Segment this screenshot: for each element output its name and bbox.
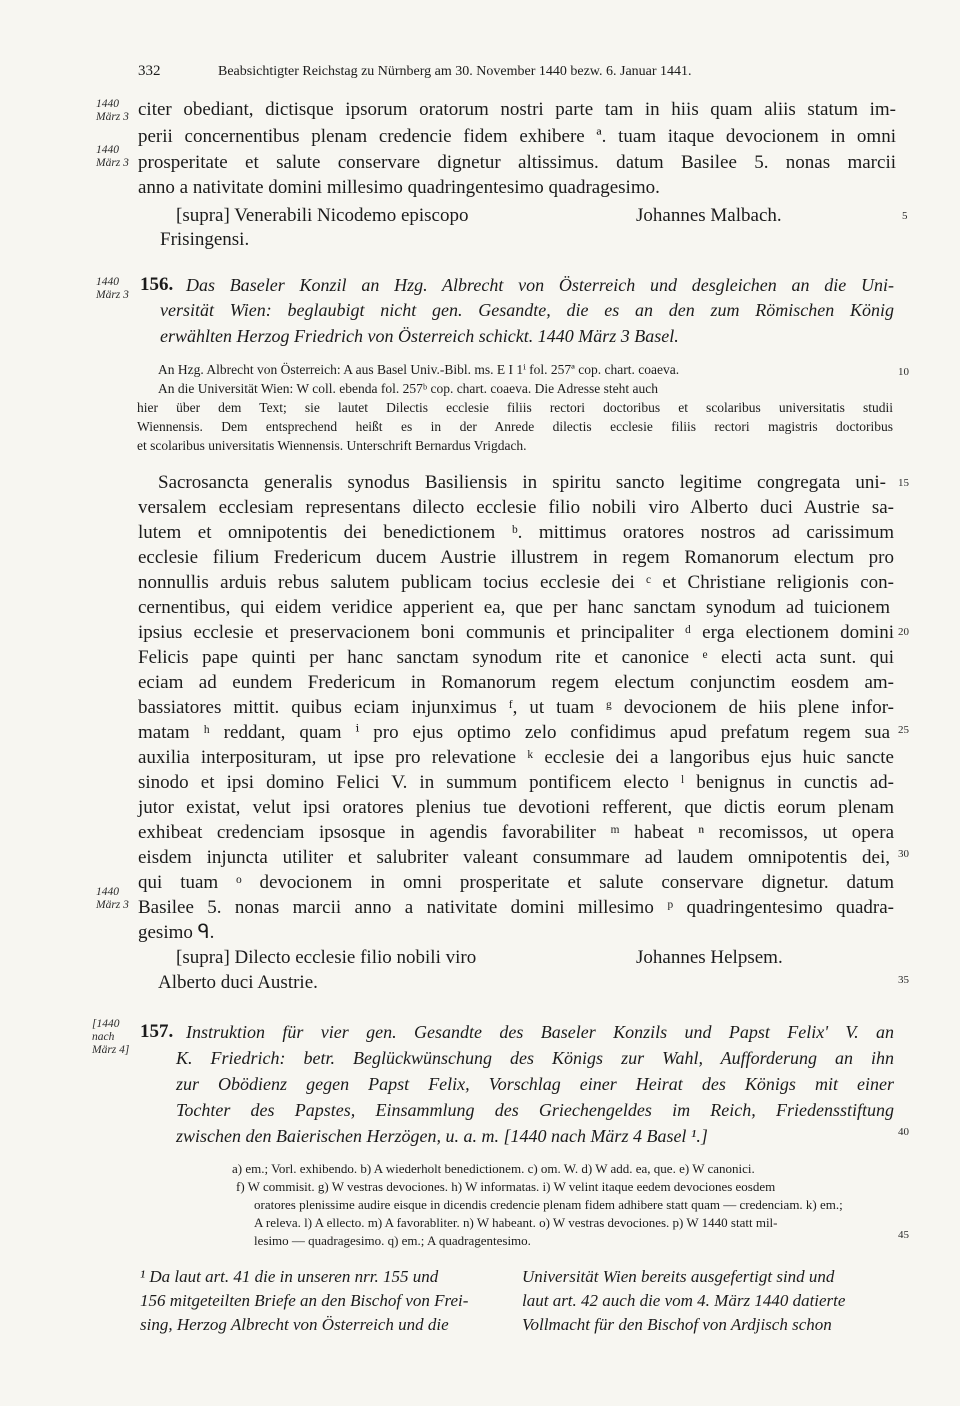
line-number: 40 xyxy=(898,1126,909,1138)
doc-title-line: zwischen den Baierischen Herzögen, u. a. m. [1440 nach März 4 Basel ¹.] xyxy=(176,1126,708,1146)
text-line: perii concernentibus plenam credencie fidem exhibere ª. tuam itaque devocionem in omni xyxy=(138,126,896,147)
body-line: Basilee 5. nonas marcii anno a nativitate domini millesimo ᵖ quadringentesimo quadra- xyxy=(138,897,894,918)
margin-note: nach xyxy=(92,1031,115,1043)
doc-title-line: versität Wien: beglaubigt nicht gen. Gesandte, die es an den zum Römischen König xyxy=(160,300,894,320)
signature: Johannes Malbach. xyxy=(636,205,782,226)
body-line: versalem ecclesiam representans dilecto ecclesie filio nobili viro Alberto duci Austrie sa- xyxy=(138,497,894,518)
footnote-right-line: Universität Wien bereits ausgefertigt sind und xyxy=(522,1267,835,1286)
body-line: auxilia interposituram, ut ipse pro relevatione ᵏ ecclesie dei a langoribus ejus huic sancte xyxy=(138,747,894,768)
margin-year: 1440 xyxy=(96,98,119,110)
body-line: lutem et omnipotentis dei benedictionem ᵇ. mittimus oratores nostros ad carissimum xyxy=(138,522,894,543)
body-line: eisdem injuncta utiliter et salubriter valeant consummare ad laudem omnipotentis dei, xyxy=(138,847,890,868)
line-number: 25 xyxy=(898,724,909,736)
page-number: 332 xyxy=(138,63,161,79)
source-note: Wiennensis. Dem entsprechend heißt es in der Anrede dilectis ecclesie filiis rectori magistris doctoribus xyxy=(137,419,893,434)
margin-year: 1440 xyxy=(96,276,119,288)
margin-date-2 xyxy=(96,144,129,170)
source-note: An Hzg. Albrecht von Österreich: A aus Basel Univ.-Bibl. ms. E I 1ⁱ fol. 257ª cop. chart. coaeva. xyxy=(158,362,680,377)
body-line: gesimo ᑫ. xyxy=(138,922,215,943)
doc-title-line: Instruktion für vier gen. Gesandte des Baseler Konzils und Papst Felix' V. an xyxy=(186,1022,894,1042)
body-line: nonnullis arduis rebus salutem publicam tocius ecclesie dei ᶜ et Christiane religionis con- xyxy=(138,572,894,593)
body-line: matam ʰ reddant, quam ⁱ pro ejus optimo zelo confidimus apud prefatum regem sua xyxy=(138,722,890,743)
margin-year: 1440 xyxy=(96,886,119,898)
signature: Johannes Helpsem. xyxy=(636,947,783,968)
body-line: cernentibus, qui eidem veridice apperient ea, que per hanc sanctam synodum ad tuicionem xyxy=(138,597,890,618)
body-line: exhibeat credenciam ipsosque in agendis favorabiliter ᵐ habeat ⁿ recomissos, ut opera xyxy=(138,822,894,843)
text-line: citer obediant, dictisque ipsorum oratorum nostri parte tam in hiis quam aliis statum im- xyxy=(138,99,896,120)
footnote-left-line: 156 mitgeteilten Briefe an den Bischof von Frei- xyxy=(140,1291,469,1310)
source-note: hier über dem Text; sie lautet Dilectis ecclesie filiis rectori doctoribus et scolaribus universitatis studii xyxy=(137,400,893,415)
apparatus-line: lesimo — quadragesimo. q) em.; A quadragentesimo. xyxy=(254,1233,531,1248)
body-line: qui tuam ᵒ devocionem in omni prosperitate et salute conservare dignetur. datum xyxy=(138,872,894,893)
body-line: ecclesie filium Fredericum ducem Austrie illustrem in regem Romanorum electum pro xyxy=(138,547,894,568)
footnote-left-line: ¹ Da laut art. 41 die in unseren nrr. 155 und xyxy=(140,1267,439,1286)
line-number: 35 xyxy=(898,974,909,986)
doc-title-line: erwählten Herzog Friedrich von Österreich schickt. 1440 März 3 Basel. xyxy=(160,326,679,346)
line-number: 15 xyxy=(898,477,909,489)
apparatus-line: oratores plenissime audire eisque in dicendis credencie plenam fidem adhibere statt quam — credenciam. k) em.; xyxy=(254,1197,843,1212)
body-line: eciam ad eundem Fredericum in Romanorum regem electum conjunctim eosdem am- xyxy=(138,672,894,693)
footnote-left-line: sing, Herzog Albrecht von Österreich und die xyxy=(140,1315,449,1334)
body-line: Felicis pape quinti per hanc sanctam synodum rite et canonice ᵉ electi acta sunt. qui xyxy=(138,647,894,668)
body-line: ipsius ecclesie et preservacionem boni communis et principaliter ᵈ erga electionem domini xyxy=(138,622,894,643)
doc-title-line: Das Baseler Konzil an Hzg. Albrecht von Österreich und desgleichen an die Uni- xyxy=(186,275,894,295)
body-line: jutor existat, velut ipsi oratores plenius tue devotioni refferent, que dictis eorum plenam xyxy=(138,797,894,818)
margin-day: März 3 xyxy=(96,157,129,169)
body-line: sinodo et ipsi domino Felici V. in summum pontificem electo ˡ benignus in cunctis ad- xyxy=(138,772,894,793)
line-number: 30 xyxy=(898,848,909,860)
margin-date-5 xyxy=(92,1018,129,1057)
margin-day: März 3 xyxy=(96,289,129,301)
body-line: bassiatores mittit. quibus eciam injunximus ᶠ, ut tuam ᵍ devocionem de hiis plene infor- xyxy=(138,697,894,718)
running-title: Beabsichtigter Reichstag zu Nürnberg am 30. November 1440 bezw. 6. Januar 1441. xyxy=(218,64,692,79)
margin-date-3 xyxy=(96,276,129,302)
doc-number-156: 156. xyxy=(140,274,174,295)
body-line: Sacrosancta generalis synodus Basiliensis in spiritu sancto legitime congregata uni- xyxy=(158,472,886,493)
doc-title-line: K. Friedrich: betr. Beglückwünschung des Königs zur Wahl, Aufforderung an ihn xyxy=(176,1048,894,1068)
margin-year: [1440 xyxy=(92,1018,120,1030)
text-line: anno a nativitate domini millesimo quadringentesimo quadragesimo. xyxy=(138,177,660,198)
margin-day: März 3 xyxy=(96,899,129,911)
source-note: et scolaribus universitatis Wiennensis. Unterschrift Bernardus Vrigdach. xyxy=(137,438,527,453)
margin-day: März 4] xyxy=(92,1044,130,1056)
doc-title-line: zur Obödienz gegen Papst Felix, Vorschlag einer Heirat des Königs mit einer xyxy=(176,1074,894,1094)
apparatus-line: f) W commisit. g) W vestras devociones. h) W informatas. i) W velint itaque eedem devociones eosdem xyxy=(236,1179,776,1194)
margin-date-1 xyxy=(96,98,129,124)
address-left: [supra] Venerabili Nicodemo episcopo xyxy=(176,205,469,226)
source-note: An die Universität Wien: W coll. ebenda fol. 257ᵇ cop. chart. coaeva. Die Adresse steht auch xyxy=(158,381,658,396)
address-left: [supra] Dilecto ecclesie filio nobili viro xyxy=(176,947,477,968)
address-left-2: Alberto duci Austrie. xyxy=(158,972,318,993)
margin-day: März 3 xyxy=(96,111,129,123)
footnote-right-line: laut art. 42 auch die vom 4. März 1440 datierte xyxy=(522,1291,846,1310)
footnote-right-line: Vollmacht für den Bischof von Ardjisch schon xyxy=(522,1315,832,1334)
line-number: 45 xyxy=(898,1229,909,1241)
apparatus-line: a) em.; Vorl. exhibendo. b) A wiederholt benedictionem. c) om. W. d) W add. ea, que. e) W canonici. xyxy=(232,1161,755,1176)
margin-date-4 xyxy=(96,886,129,912)
address-left-2: Frisingensi. xyxy=(160,229,250,250)
line-number: 20 xyxy=(898,626,909,638)
doc-title-line: Tochter des Papstes, Einsammlung des Griechengeldes im Reich, Friedensstiftung xyxy=(176,1100,894,1120)
text-line: prosperitate et salute conservare dignetur altissimus. datum Basilee 5. nonas marcii xyxy=(138,152,896,173)
line-number: 5 xyxy=(902,210,908,222)
line-number: 10 xyxy=(898,366,909,378)
margin-year: 1440 xyxy=(96,144,119,156)
doc-number-157: 157. xyxy=(140,1021,174,1042)
apparatus-line: A releva. l) A ellecto. m) A favorabliter. n) W habeant. o) W vestras devociones. p) W 1440 statt mil- xyxy=(254,1215,778,1230)
